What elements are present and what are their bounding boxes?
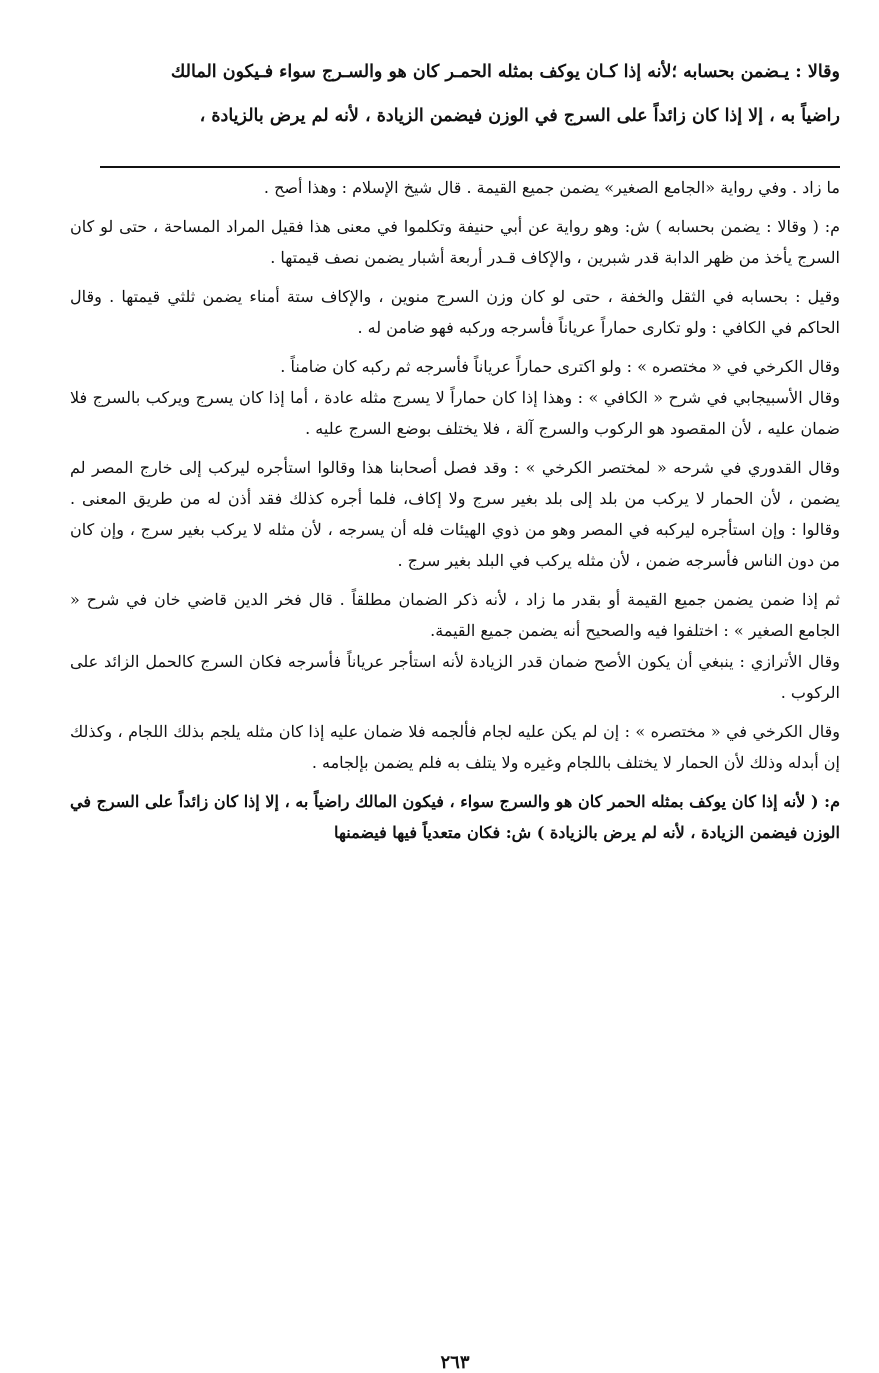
main-text-block	[70, 50, 840, 138]
commentary-paragraph: وقال الأسبيجابي في شرح « الكافي » : وهذا إذا كان حماراً لا يسرج مثله عادة ، أما إذا كان يسرج ويركب بالسرج فلا ضمان عليه ، لأن المقصود هو الركوب والسرج آلة ، فلا يختلف بوضع السرج عليه .	[70, 388, 841, 438]
commentary-paragraph: وقال الكرخي في « مختصره » : ولو اكترى حماراً عرياناً فأسرجه ثم ركبه كان ضامناً .	[280, 357, 840, 376]
main-text-line: وقالا : يـضمن بحسابه ؛لأنه إذا كـان يوكف بمثله الحمـر كان هو والسـرج سواء فـيكون المالك	[170, 62, 840, 82]
commentary-paragraph: وقال الأترازي : ينبغي أن يكون الأصح ضمان قدر الزيادة لأنه استأجر عرياناً فأسرجه فكان السرج كالحمل الزائد على الركوب .	[70, 652, 840, 702]
commentary-paragraph: وقيل : بحسابه في الثقل والخفة ، حتى لو كان وزن السرج منوين ، والإكاف ستة أمناء يضمن ثلثي قيمتها . وقال الحاكم في الكافي : ولو تكارى حماراً عرياناً فأسرجه وركبه فهو ضامن له .	[70, 287, 840, 337]
commentary-paragraph: وقال القدوري في شرحه « لمختصر الكرخي » : وقد فصل أصحابنا هذا وقالوا استأجره ليركب إلى خارج المصر لم يضمن ، لأن الحمار لا يركب من بلد إلى بلد بغير سرج ولا إكاف، فلما أجره كذلك فقد أذن له من طريق المعنى . وقالوا : وإن استأجره ليركبه في المصر وهو من ذوي الهيئات فله أن يسرجه ، لأن مثله لا يركب بغير سرج ، وإن كان من دون الناس فأسرجه ضمن ، لأن مثله يركب في البلد بغير سرج .	[70, 458, 840, 570]
commentary-paragraph: ثم إذا ضمن يضمن جميع القيمة أو بقدر ما زاد ، لأنه ذكر الضمان مطلقاً . قال فخر الدين قاضي خان في شرح « الجامع الصغير » : اختلفوا فيه والصحيح أنه يضمن جميع القيمة.	[70, 590, 840, 640]
commentary-block	[70, 172, 840, 848]
footnote-separator	[100, 166, 840, 168]
commentary-paragraph: ما زاد . وفي رواية «الجامع الصغير» يضمن جميع القيمة . قال شيخ الإسلام : وهذا أصح .	[263, 178, 840, 197]
commentary-paragraph: م: ( لأنه إذا كان يوكف بمثله الحمر كان هو والسرج سواء ، فيكون المالك راضياً به ، إلا إذا كان زائداً على السرج في الوزن فيضمن الزيادة ، لأنه لم يرض بالزيادة ) ش: فكان متعدياً فيها فيضمنها	[70, 792, 840, 842]
main-text-line: راضياً به ، إلا إذا كان زائداً على السرج في الوزن فيضمن الزيادة ، لأنه لم يرض بالزيادة ،	[199, 106, 840, 126]
book-page	[70, 50, 841, 1373]
commentary-paragraph: وقال الكرخي في « مختصره » : إن لم يكن عليه لجام فألجمه فلا ضمان عليه إذا كان مثله يلجم بذلك اللجام ، وكذلك إن أبدله وذلك لأن الحمار لا يختلف باللجام وغيره ولا يتلف به فلم يضمن بإلجامه .	[70, 722, 840, 772]
commentary-paragraph: م: ( وقالا : يضمن بحسابه ) ش: وهو رواية عن أبي حنيفة وتكلموا في معنى هذا فقيل المراد المساحة ، حتى لو كان السرج يأخذ من ظهر الدابة قدر شبرين ، والإكاف قـدر أربعة أشبار يضمن نصف قيمتها .	[70, 217, 840, 267]
page-number: ٢٦٣	[440, 1352, 470, 1373]
